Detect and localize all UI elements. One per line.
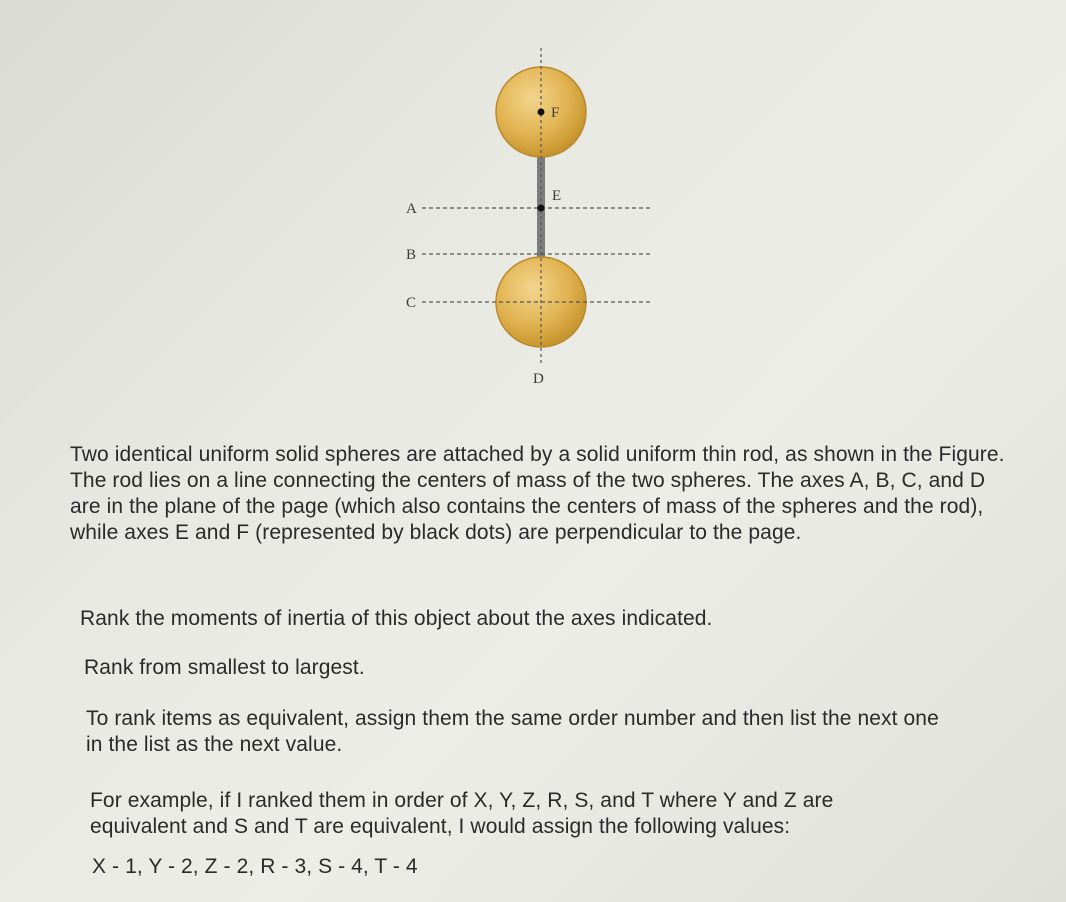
- dumbbell-figure: [380, 40, 680, 400]
- task-block: [80, 606, 1020, 632]
- task-text: Rank the moments of inertia of this object about the axes indicated.: [80, 607, 713, 630]
- label-a: A: [406, 201, 417, 217]
- order-text: Rank from smallest to largest.: [84, 656, 365, 679]
- order-block: [84, 655, 1024, 681]
- example-values-text: X - 1, Y - 2, Z - 2, R - 3, S - 4, T - 4: [92, 855, 418, 878]
- label-d: D: [533, 371, 544, 387]
- dumbbell-diagram: [380, 40, 680, 400]
- axis-f-dot: [538, 109, 545, 116]
- example-intro-text: For example, if I ranked them in order of X, Y, Z, R, S, and T where Y and Z are equivalent and S and T are equivalent, I would assign the following values:: [90, 789, 834, 838]
- label-b: B: [406, 247, 417, 263]
- label-f: F: [551, 105, 560, 121]
- equivalence-text: To rank items as equivalent, assign them the same order number and then list the next one in the list as the next value.: [86, 707, 939, 756]
- problem-intro: Two identical uniform solid spheres are attached by a solid uniform thin rod, as shown in the Figure. The rod lies on a line connecting the centers of mass of the two spheres. The axes A, B, C, and D are in the plane of the page (which also contains the centers of mass of the spheres and the rod), while axes E and F (represented by black dots) are perpendicular to the page.: [70, 443, 1005, 544]
- equivalence-block: [86, 706, 956, 758]
- example-values-block: [92, 854, 1032, 880]
- axis-e-dot: [538, 205, 545, 212]
- problem-intro-block: [70, 442, 1010, 546]
- label-c: C: [406, 295, 417, 311]
- label-e: E: [552, 188, 562, 204]
- example-intro-block: [90, 788, 910, 840]
